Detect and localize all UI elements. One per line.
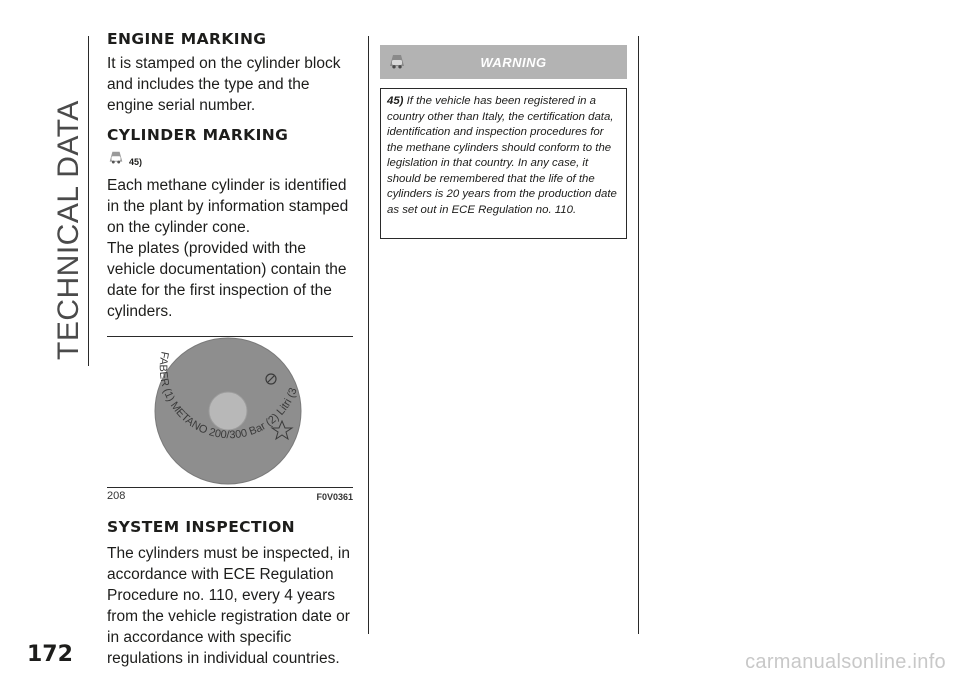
- figure-number: 208: [107, 490, 126, 502]
- column-divider-left: [368, 36, 369, 634]
- cylinder-stamp-figure: [107, 337, 353, 487]
- figure-caption: [107, 490, 353, 502]
- figure-code: F0V0361: [316, 492, 353, 502]
- figure-bottom-rule: [107, 487, 353, 488]
- column-divider-right: [638, 36, 639, 634]
- page-number: 172: [27, 642, 73, 667]
- warning-title: WARNING: [480, 54, 547, 70]
- section-tab-divider: [88, 36, 89, 366]
- cylinder-marking-ref-number: 45): [129, 157, 143, 167]
- left-column: [107, 28, 355, 669]
- warning-ref-number: 45): [387, 95, 404, 107]
- engine-marking-heading: ENGINE MARKING: [107, 30, 267, 48]
- cylinder-marking-heading: CYLINDER MARKING: [107, 126, 289, 144]
- system-inspection-heading: SYSTEM INSPECTION: [107, 518, 296, 536]
- cylinder-cone-image: [107, 337, 353, 487]
- watermark: carmanualsonline.info: [745, 651, 946, 673]
- warning-body: [380, 88, 627, 239]
- system-inspection-text: The cylinders must be inspected, in accordance with ECE Regulation Procedure no. 110, every 4 years from the vehicle registration date or in accordance with specific regulations in individual countries.: [107, 545, 350, 667]
- warning-box: [380, 45, 627, 239]
- cylinder-marking-text-2: The plates (provided with the vehicle documentation) contain the date for the first inspection of the cylinders.: [107, 240, 347, 320]
- car-warning-icon: [107, 149, 125, 167]
- car-warning-icon: [386, 51, 408, 73]
- cylinder-marking-text-1: Each methane cylinder is identified in the plant by information stamped on the cylinder cone.: [107, 177, 349, 236]
- cylinder-stamp-text: FABER (1) METANO 200/300 Bar (2) Litri (3: [156, 350, 300, 442]
- section-tab-title: TECHNICAL DATA: [52, 100, 85, 360]
- warning-header: [380, 45, 627, 79]
- engine-marking-text: It is stamped on the cylinder block and includes the type and the engine serial number.: [107, 55, 341, 114]
- warning-text: If the vehicle has been registered in a country other than Italy, the certification data, identification and inspection procedures for the methane cylinders should conform to the legislation in that country. In any case, it should be remembered that the life of the cylinders is 20 years from the production date as set out in ECE Regulation no. 110.: [387, 95, 617, 216]
- cylinder-marking-warning-ref: [107, 149, 355, 175]
